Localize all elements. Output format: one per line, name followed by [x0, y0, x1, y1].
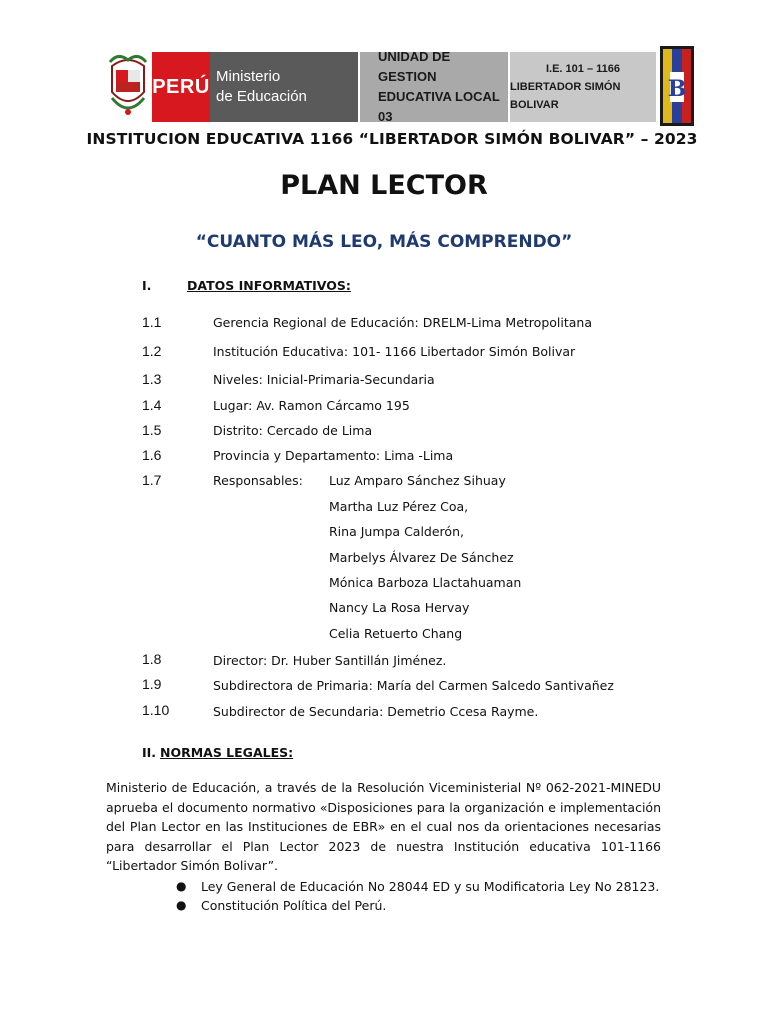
list-item: Gerencia Regional de Educación: DRELM-Lima Metropolitana — [213, 315, 592, 330]
list-item: Distrito: Cercado de Lima — [213, 423, 373, 438]
responsable-name: Luz Amparo Sánchez Sihuay — [329, 473, 506, 488]
responsable-name: Mónica Barboza Llactahuaman — [329, 575, 522, 590]
bullet-icon: ● — [176, 898, 187, 912]
list-item: Director: Dr. Huber Santillán Jiménez. — [213, 653, 447, 668]
item-number: 1.8 — [142, 651, 162, 667]
ministerio-line-2: de Educación — [216, 88, 307, 105]
list-item: Provincia y Departamento: Lima -Lima — [213, 448, 454, 463]
ministerio-brand-block — [210, 52, 358, 122]
ie-line-1: I.E. 101 – 1166 — [545, 63, 620, 75]
page-title: PLAN LECTOR — [280, 170, 488, 201]
institution-heading: INSTITUCION EDUCATIVA 1166 “LIBERTADOR SIMÓN BOLIVAR” – 2023 — [86, 130, 698, 148]
ministerio-line-1: Ministerio — [216, 68, 281, 85]
item-number: 1.2 — [142, 343, 162, 359]
school-crest-logo — [660, 46, 694, 126]
item-number: 1.6 — [142, 447, 162, 463]
list-item: Institución Educativa: 101- 1166 Libertador Simón Bolivar — [213, 344, 576, 359]
peru-coat-of-arms-logo — [108, 52, 148, 120]
crest-letter: B — [667, 76, 687, 102]
item-number: 1.4 — [142, 397, 162, 413]
section-2-heading: NORMAS LEGALES: — [160, 745, 294, 760]
ie-line-2: LIBERTADOR SIMÓN BOLIVAR — [510, 81, 621, 111]
page-subtitle: “CUANTO MÁS LEO, MÁS COMPRENDO” — [195, 232, 573, 252]
legal-paragraph: Ministerio de Educación, a través de la Resolución Viceministerial Nº 062-2021-MINEDU aprueba el documento normativo «Disposiciones para la organización e implementación del Plan Lector en las Instituciones de EBR» en el cual nos da orientaciones necesarias para desarrollar el Plan Lector 2023 de nuestra Institución educativa 101-1166 “Libertador Simón Bolivar”. — [106, 780, 661, 873]
ugel-line-2: EDUCATIVA LOCAL 03 — [378, 89, 500, 124]
list-item: Niveles: Inicial-Primaria-Secundaria — [213, 372, 435, 387]
responsable-name: Marbelys Álvarez De Sánchez — [329, 550, 514, 565]
section-1-heading: DATOS INFORMATIVOS: — [187, 278, 351, 293]
item-number: 1.10 — [142, 702, 170, 718]
item-number: 1.5 — [142, 422, 162, 438]
list-item: Ley General de Educación No 28044 ED y su Modificatoria Ley No 28123. — [201, 879, 660, 894]
item-number: 1.7 — [142, 472, 162, 488]
section-1-number: I. — [142, 278, 152, 293]
ugel-line-1: UNIDAD DE GESTION — [378, 49, 451, 84]
responsable-name: Martha Luz Pérez Coa, — [329, 499, 469, 514]
list-item: Responsables: — [213, 473, 303, 488]
item-number: 1.3 — [142, 371, 162, 387]
list-item: Lugar: Av. Ramon Cárcamo 195 — [213, 398, 410, 413]
responsable-name: Nancy La Rosa Hervay — [329, 600, 470, 615]
responsable-name: Celia Retuerto Chang — [329, 626, 463, 641]
responsable-name: Rina Jumpa Calderón, — [329, 524, 464, 539]
item-number: 1.1 — [142, 314, 162, 330]
section-2-number: II. — [142, 745, 157, 760]
item-number: 1.9 — [142, 676, 162, 692]
peru-brand-block: PERÚ — [152, 52, 210, 122]
list-item: Subdirectora de Primaria: María del Carmen Salcedo Santivañez — [213, 678, 614, 693]
ugel-brand-block — [360, 49, 508, 124]
ie-brand-block — [510, 52, 656, 122]
list-item: Subdirector de Secundaria: Demetrio Ccesa Rayme. — [213, 704, 539, 719]
bullet-icon: ● — [176, 879, 187, 893]
list-item: Constitución Política del Perú. — [201, 898, 387, 913]
